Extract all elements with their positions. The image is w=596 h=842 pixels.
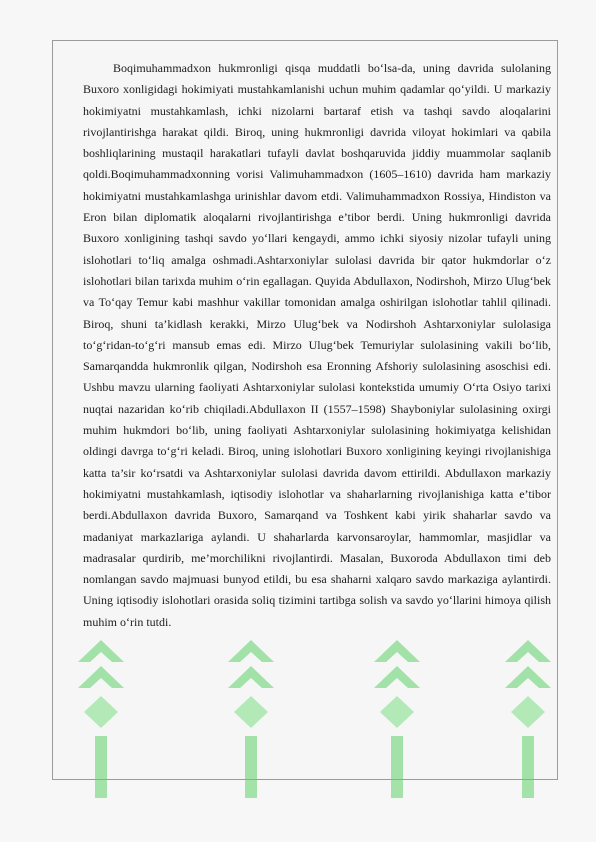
body-paragraph: Boqimuhammadxon hukmronligi qisqa muddatli bo‘lsa-da, uning davrida sulolaning Buxoro xonligidagi hokimiyati mustahkamlanishi uchun muhim qadamlar qo‘yildi. U markaziy hokimiyatni mustahkamlash, ichki nizolarni bartaraf etish va tashqi savdo aloqalarini rivojlantirishga harakat qildi. Biroq, uning hukmronligi davrida viloyat hokimlari va qabila boshliqlarining mustaqil harakatlari tufayli davlat boshqaruvida jiddiy muammolar saqlanib qoldi.Boqimuhammadxonning vorisi Valimuhammadxon (1605–1610) davrida ham markaziy hokimiyatni mustahkamlashga urinishlar davom etdi. Valimuhammadxon Rossiya, Hindiston va Eron bilan diplomatik aloqalarni rivojlantirishga e’tibor berdi. Uning hukmronligi davrida Buxoro xonligining tashqi savdo yo‘llari kengaydi, ammo ichki siyosiy nizolar tufayli uning islohotlari to‘liq amalga oshmadi.Ashtarxoniylar sulolasi davrida bir qator hukmdorlar o‘z islohotlari bilan tarixda muhim o‘rin egallagan. Quyida Abdullaxon, Nodirshoh, Mirzo Ulug‘bek va To‘qay Temur kabi mashhur vakillar tomonidan amalga oshirilgan islohotlar tahlil qilinadi. Biroq, shuni ta’kidlash kerakki, Mirzo Ulug‘bek va Nodirshoh Ashtarxoniylar sulolasiga to‘g‘ridan-to‘g‘ri mansub emas edi. Mirzo Ulug‘bek Temuriylar sulolasining vakili bo‘lib, Samarqandda hukmronlik qilgan, Nodirshoh esa Eronning Afshoriy sulolasining asoschisi edi. Ushbu mavzu ularning faoliyati Ashtarxoniylar sulolasi kontekstida umumiy O‘rta Osiyo tarixi nuqtai nazaridan ko‘rib chiqiladi.Abdullaxon II (1557–1598) Shayboniylar sulolasining oxirgi muhim hukmdori bo‘lib, uning faoliyati Ashtarxoniylar sulolasining hokimiyatga kelishidan oldingi davrga to‘g‘ri keladi. Biroq, uning islohotlari Buxoro xonligining keyingi rivojlanishiga katta ta’sir ko‘rsatdi va Ashtarxoniylar sulolasi davrida davom ettirildi. Abdullaxon markaziy hokimiyatni mustahkamlash, iqtisodiy islohotlar va shaharlarning rivojlanishiga katta e’tibor berdi.Abdullaxon davrida Buxoro, Samarqand va Toshkent kabi yirik shaharlar savdo va madaniyat markazlariga aylandi. U shaharlarda karvonsaroylar, hammomlar, masjidlar va madrasalar qurdirib, me’morchilikni rivojlantirdi. Masalan, Buxoroda Abdullaxon timi deb nomlangan savdo majmuasi bunyod etildi, bu esa shaharni xalqaro savdo markaziga aylantirdi. Uning iqtisodiy islohotlari orasida soliq tizimini tartibga solish va savdo yo‘llarini himoya qilish muhim o‘rin tutdi. [83,61,551,629]
